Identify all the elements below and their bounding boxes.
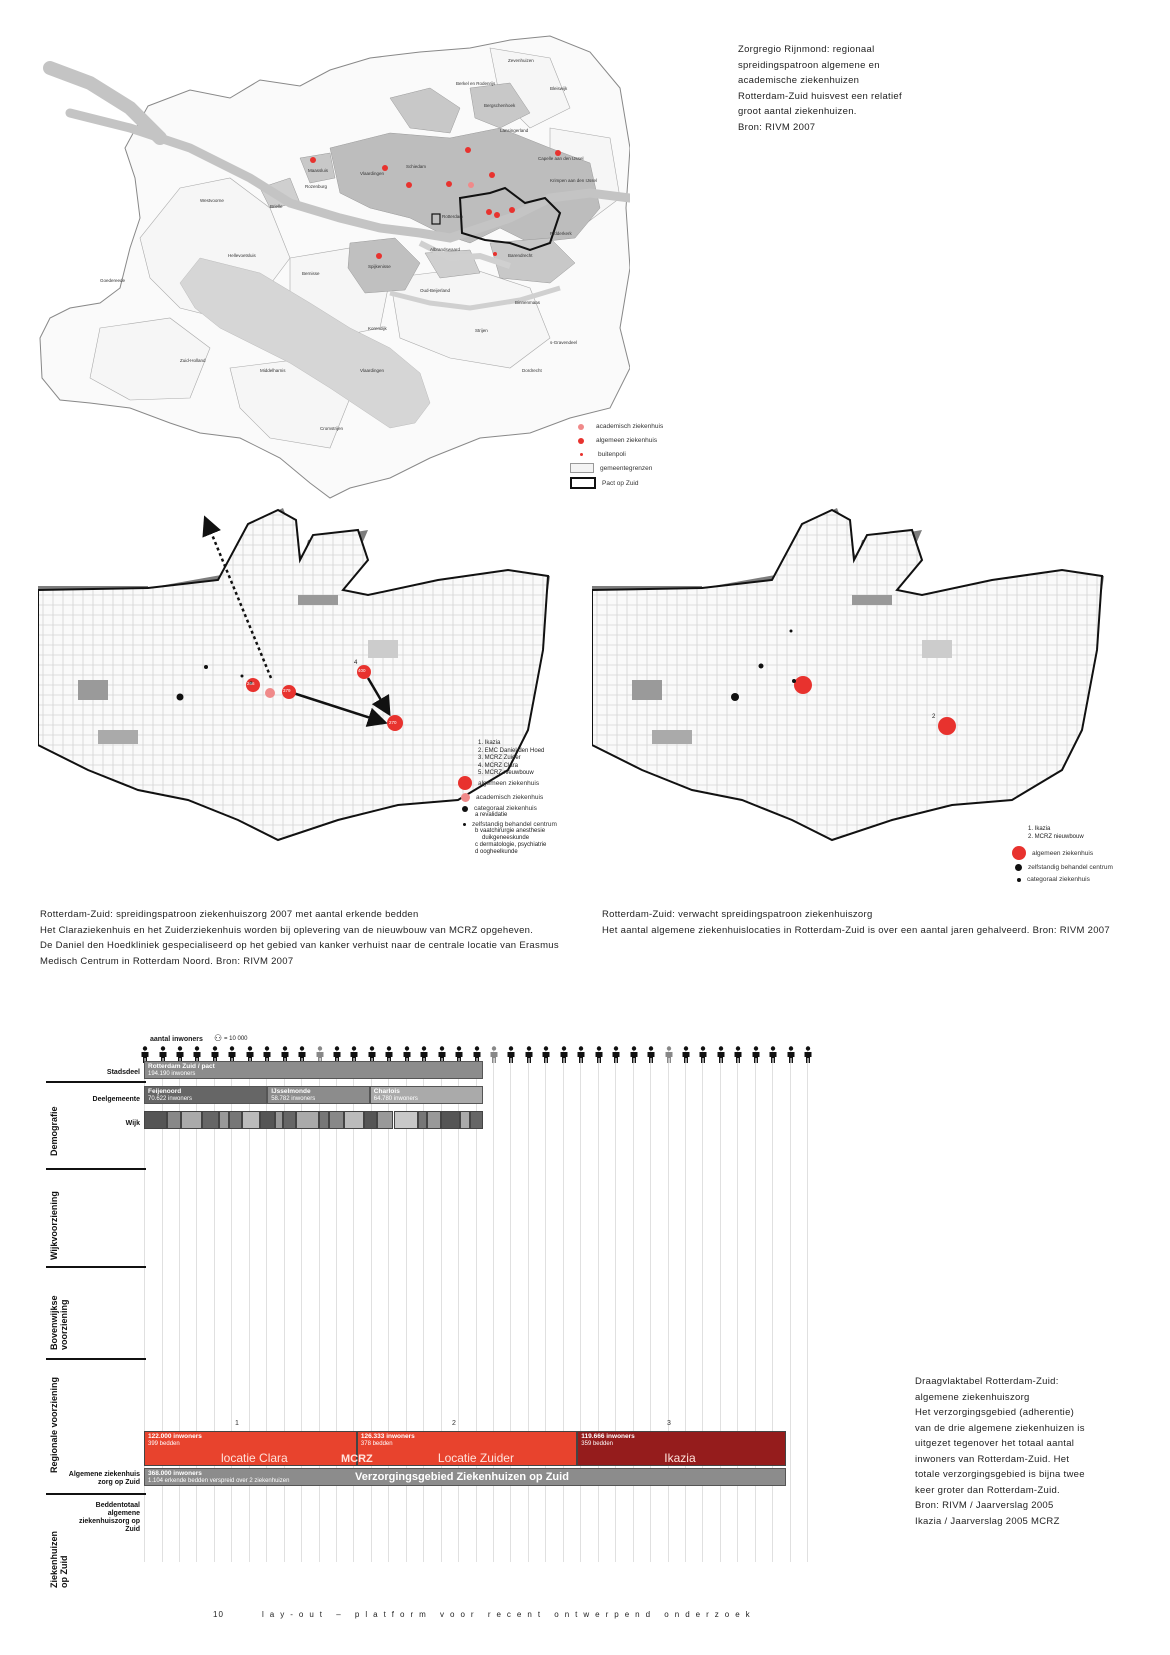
bar-wijk — [167, 1111, 182, 1129]
person-icon — [768, 1046, 778, 1067]
place-label: s-Gravendeel — [550, 340, 578, 345]
bed-count: 266 — [247, 681, 255, 686]
caption-line: Draagvlaktabel Rotterdam-Zuid: — [915, 1376, 1059, 1387]
place-label: Vlaardingen — [360, 171, 385, 176]
chart-title: aantal inwoners — [150, 1036, 203, 1043]
bed-count: 379 — [283, 688, 291, 693]
hospital-number: 2 — [452, 1420, 456, 1427]
bar-deelgemeente — [144, 1086, 267, 1104]
place-label: Westvoorne — [200, 198, 224, 203]
legend-sub: a revalidatie — [475, 812, 508, 818]
grid-line — [807, 1050, 808, 1562]
map-future-svg — [592, 500, 1122, 850]
bar-big-label: Ikazia — [664, 1451, 696, 1465]
group-label: Ziekenhuizen op Zuid — [49, 1530, 69, 1588]
bed-count: 270 — [389, 720, 397, 725]
mcrz-label: MCRZ — [341, 1453, 373, 1465]
bar-sublabel: 58.782 inwoners — [271, 1096, 316, 1102]
legend-sub: b vaatchirurgie anesthesie — [475, 828, 546, 834]
municipal-border-swatch — [570, 463, 594, 473]
person-icon — [541, 1046, 551, 1067]
caption-line: van de drie algemene ziekenhuizen is — [915, 1422, 1085, 1434]
place-label: Bergschenhoek — [484, 103, 516, 108]
legend-label: algemeen ziekenhuis — [478, 779, 540, 787]
bar-label: IJsselmonde — [271, 1088, 311, 1095]
place-label: Rotterdam — [442, 214, 464, 219]
bar-wijk — [296, 1111, 319, 1129]
caption-line: Ikazia / Jaarverslag 2005 MCRZ — [915, 1515, 1060, 1527]
bar-label: Feijenoord — [148, 1088, 182, 1095]
draagvlak-chart — [46, 1028, 826, 1588]
bar-wijk — [144, 1111, 167, 1129]
place-label: Berkel en Rodenrijs — [456, 81, 496, 86]
map-current-key — [478, 740, 544, 778]
person-icon — [524, 1046, 534, 1067]
legend-label: algemeen ziekenhuis — [596, 437, 658, 444]
bar-beddentotaal — [144, 1468, 786, 1486]
bar-wijk — [364, 1111, 377, 1129]
bar-wijk — [427, 1111, 442, 1129]
bar-sublabel: 64.780 inwoners — [373, 1096, 418, 1102]
place-label: Hellevoetsluis — [228, 253, 256, 258]
legend-label: categoraal ziekenhuis — [1027, 876, 1090, 883]
caption-chart — [915, 1374, 1145, 1529]
caption-line: inwoners van Rotterdam-Zuid. Het — [915, 1453, 1070, 1465]
group-divider — [46, 1081, 146, 1083]
person-icon — [681, 1046, 691, 1067]
bar-sublabel: 399 bedden — [148, 1441, 180, 1447]
group-label: Demografie — [49, 1106, 59, 1156]
group-divider — [46, 1493, 146, 1495]
place-label: Capelle aan den IJssel — [538, 156, 584, 161]
bar-wijk — [181, 1111, 202, 1129]
bar-wijk — [344, 1111, 365, 1129]
person-icon — [733, 1046, 743, 1067]
caption-line: De Daniel den Hoedkliniek gespecialiseerd op het gebied van kanker verhuist naar de centrale locatie van Erasmus — [40, 940, 559, 951]
place-label: Korendijk — [368, 326, 387, 331]
place-label: Zuid-Holland — [180, 358, 206, 363]
bar-sublabel: 194.190 inwoners — [148, 1071, 196, 1077]
place-label: Bleiswijk — [550, 86, 568, 91]
person-icon — [611, 1046, 621, 1067]
place-label: Krimpen aan den IJssel — [550, 178, 598, 183]
bar-wijk — [394, 1111, 419, 1129]
bar-stadsdeel — [144, 1061, 483, 1079]
row-label-wijk: Wijk — [125, 1120, 140, 1127]
bar-wijk — [470, 1111, 483, 1129]
place-label: Binnenmaas — [515, 300, 541, 305]
map-future — [592, 500, 1122, 850]
caption-line: Het Claraziekenhuis en het Zuiderziekenhuis worden bij oplevering van de nieuwbouw van MCRZ opgeheven. — [40, 924, 534, 936]
legend-sub: duikgeneeskunde — [482, 835, 530, 841]
person-icon — [803, 1046, 813, 1067]
bar-wijk — [229, 1111, 242, 1129]
group-divider — [46, 1168, 146, 1170]
bar-deelgemeente — [267, 1086, 370, 1104]
person-icon — [559, 1046, 569, 1067]
legend-label: academisch ziekenhuis — [476, 794, 544, 801]
person-icon: ⚇ — [214, 1033, 223, 1043]
key-line: 3. MCRZ Zuider — [478, 755, 521, 761]
page-number: 10 — [213, 1610, 224, 1619]
group-label: Bovenwijkse voorziening — [49, 1295, 69, 1350]
legend-label: zelfstandig behandel centrum — [1028, 864, 1113, 871]
categorical-hospital-swatch — [462, 806, 468, 812]
person-icon — [489, 1046, 499, 1067]
place-label: Spijkenisse — [368, 264, 391, 269]
caption-line: spreidingspatroon algemene en — [738, 59, 880, 71]
place-label: Goedereede — [100, 278, 126, 283]
row-label-beddentotaal: Beddentotaal algemene ziekenhuiszorg op Zuid — [78, 1502, 140, 1533]
place-label: Brielle — [270, 204, 283, 209]
place-label: Oud-Beijerland — [420, 288, 451, 293]
place-label: Ridderkerk — [550, 231, 572, 236]
bed-count: 400 — [358, 668, 366, 673]
caption-line: Bron: RIVM / Jaarverslag 2005 — [915, 1500, 1054, 1511]
bar-label: 126.333 inwoners — [360, 1433, 415, 1440]
bar-label: 122.000 inwoners — [148, 1433, 202, 1440]
bar-sublabel: 359 bedden — [581, 1441, 613, 1447]
caption-region — [738, 42, 938, 135]
bar-big-label: Verzorgingsgebied Ziekenhuizen op Zuid — [355, 1471, 569, 1483]
caption-line: Bron: RIVM 2007 — [738, 121, 816, 133]
person-icon — [629, 1046, 639, 1067]
group-divider — [46, 1266, 146, 1268]
legend-label: Pact op Zuid — [602, 479, 639, 487]
row-label-algemene: Algemene ziekenhuis zorg op Zuid — [68, 1471, 140, 1486]
key-line: 4. MCRZ Clara — [478, 762, 519, 769]
categorical-hospital-swatch — [1017, 878, 1021, 882]
bar-label: 368.000 inwoners — [148, 1470, 202, 1477]
academic-hospital-swatch — [461, 793, 470, 802]
clinic-swatch — [463, 823, 466, 826]
place-label: Lansingerland — [500, 128, 529, 133]
row-label-stadsdeel: Stadsdeel — [106, 1069, 140, 1076]
place-label: Strijen — [475, 328, 488, 333]
bar-wijk — [260, 1111, 275, 1129]
place-label: Cromstrijen — [320, 426, 344, 431]
row-label-deelgemeente: Deelgemeente — [92, 1096, 140, 1103]
hospital-number: 2 — [932, 714, 936, 720]
bar-label: Charlois — [373, 1088, 400, 1095]
caption-future — [602, 907, 1162, 938]
place-label: Zevenhuizen — [508, 58, 534, 63]
caption-line: totale verzorgingsgebied is bijna twee — [915, 1469, 1085, 1480]
person-icon — [716, 1046, 726, 1067]
person-icon — [664, 1046, 674, 1067]
caption-line: Het verzorgingsgebied (adherentie) — [915, 1407, 1075, 1418]
person-icon — [751, 1046, 761, 1067]
bar-wijk — [377, 1111, 394, 1129]
caption-line: keer groter dan Rotterdam-Zuid. — [915, 1484, 1060, 1496]
caption-line: Rotterdam-Zuid huisvest een relatief — [738, 90, 902, 102]
place-label: Maassluis — [308, 168, 329, 173]
bar-wijk — [202, 1111, 219, 1129]
caption-line: algemene ziekenhuiszorg — [915, 1391, 1030, 1403]
place-label: Rozenburg — [305, 184, 328, 189]
place-label: Middelharnis — [260, 368, 286, 373]
place-label: Vlaardingen — [360, 368, 385, 373]
bar-wijk — [418, 1111, 426, 1129]
key-line: 2. MCRZ nieuwbouw — [1028, 833, 1084, 840]
place-label: Schiedam — [406, 164, 427, 169]
legend-label: buitenpoli — [598, 451, 626, 458]
region-map-svg — [30, 28, 630, 518]
caption-current — [40, 907, 600, 969]
bar-deelgemeente — [370, 1086, 483, 1104]
bar-label: Rotterdam Zuid / pact — [148, 1063, 215, 1070]
group-label: Wijkvoorziening — [49, 1191, 59, 1260]
caption-line: uitgezet tegenover het totaal aantal — [915, 1438, 1075, 1449]
bar-wijk — [460, 1111, 470, 1129]
person-icon — [646, 1046, 656, 1067]
general-hospital-swatch — [1012, 846, 1026, 860]
place-label: Dordrecht — [522, 368, 542, 373]
group-divider — [46, 1358, 146, 1360]
legend-sub: c dermatologie, psychiatrie — [475, 842, 547, 848]
outpatient-clinic-swatch — [580, 453, 583, 456]
person-icon — [698, 1046, 708, 1067]
caption-line: Rotterdam-Zuid: spreidingspatroon ziekenhuiszorg 2007 met aantal erkende bedden — [40, 909, 419, 920]
hospital-number: 4 — [354, 660, 358, 666]
legend-sub: d oogheelkunde — [475, 849, 518, 855]
place-label: Bernisse — [302, 271, 320, 276]
person-icon — [506, 1046, 516, 1067]
academic-hospital-swatch — [578, 424, 584, 430]
map-future-key — [1028, 826, 1084, 841]
legend-label: gemeentegrenzen — [600, 464, 653, 472]
general-hospital-swatch — [458, 776, 472, 790]
caption-line: Medisch Centrum in Rotterdam Noord. Bron: RIVM 2007 — [40, 955, 294, 967]
region-map — [30, 28, 630, 518]
bar-wijk — [219, 1111, 229, 1129]
pact-op-zuid-swatch — [570, 477, 596, 489]
bar-big-label: Locatie Zuider — [437, 1451, 514, 1465]
person-icon — [576, 1046, 586, 1067]
bar-label: 119.666 inwoners — [581, 1433, 635, 1440]
bar-sublabel: 1.104 erkende bedden verspreid over 2 ziekenhuizen — [148, 1478, 290, 1484]
place-label: Albrandswaard — [430, 247, 461, 252]
caption-line: academische ziekenhuizen — [738, 75, 860, 86]
legend-label: zelfstandig behandel centrum — [472, 821, 557, 828]
caption-line: Zorgregio Rijnmond: regionaal — [738, 44, 875, 55]
clinic-swatch — [1015, 864, 1022, 871]
bar-sublabel: 378 bedden — [360, 1441, 393, 1447]
general-hospital-swatch — [578, 438, 584, 444]
grid-line — [790, 1050, 791, 1562]
bar-wijk — [283, 1111, 296, 1129]
bar-wijk — [329, 1111, 344, 1129]
hospital-number: 1 — [235, 1420, 239, 1427]
chart-unit-note: = 10 000 — [224, 1036, 248, 1042]
bar-algemene — [357, 1431, 578, 1466]
key-line: 1. Ikazia — [1028, 826, 1051, 832]
bar-wijk — [242, 1111, 261, 1129]
hospital-number: 3 — [667, 1420, 671, 1427]
bar-wijk — [275, 1111, 283, 1129]
group-label: Regionale voorziening — [49, 1376, 59, 1473]
person-icon — [786, 1046, 796, 1067]
caption-line: Rotterdam-Zuid: verwacht spreidingspatroon ziekenhuiszorg — [602, 909, 873, 920]
legend-label: algemeen ziekenhuis — [1032, 849, 1094, 857]
person-icon — [594, 1046, 604, 1067]
bar-wijk — [319, 1111, 329, 1129]
key-line: 2. EMC Daniel den Hoed — [478, 747, 545, 754]
bar-wijk — [441, 1111, 460, 1129]
caption-line: groot aantal ziekenhuizen. — [738, 106, 857, 117]
footer-text: lay-out – platform voor recent ontwerpend onderzoek — [262, 1610, 756, 1619]
place-label: Barendrecht — [508, 253, 533, 258]
caption-line: Het aantal algemene ziekenhuislocaties in Rotterdam-Zuid is over een aantal jaren gehalveerd. Bron: RIVM 2007 — [602, 924, 1110, 936]
bar-algemene — [577, 1431, 786, 1466]
legend-label: categoraal ziekenhuis — [474, 805, 537, 812]
legend-label: academisch ziekenhuis — [596, 423, 664, 430]
key-line: 5. MCRZ nieuwbouw — [478, 770, 534, 776]
bar-algemene — [144, 1431, 357, 1466]
bar-sublabel: 70.622 inwoners — [148, 1096, 193, 1102]
key-line: 1. Ikazia — [478, 740, 501, 746]
bar-big-label: locatie Clara — [221, 1451, 288, 1465]
